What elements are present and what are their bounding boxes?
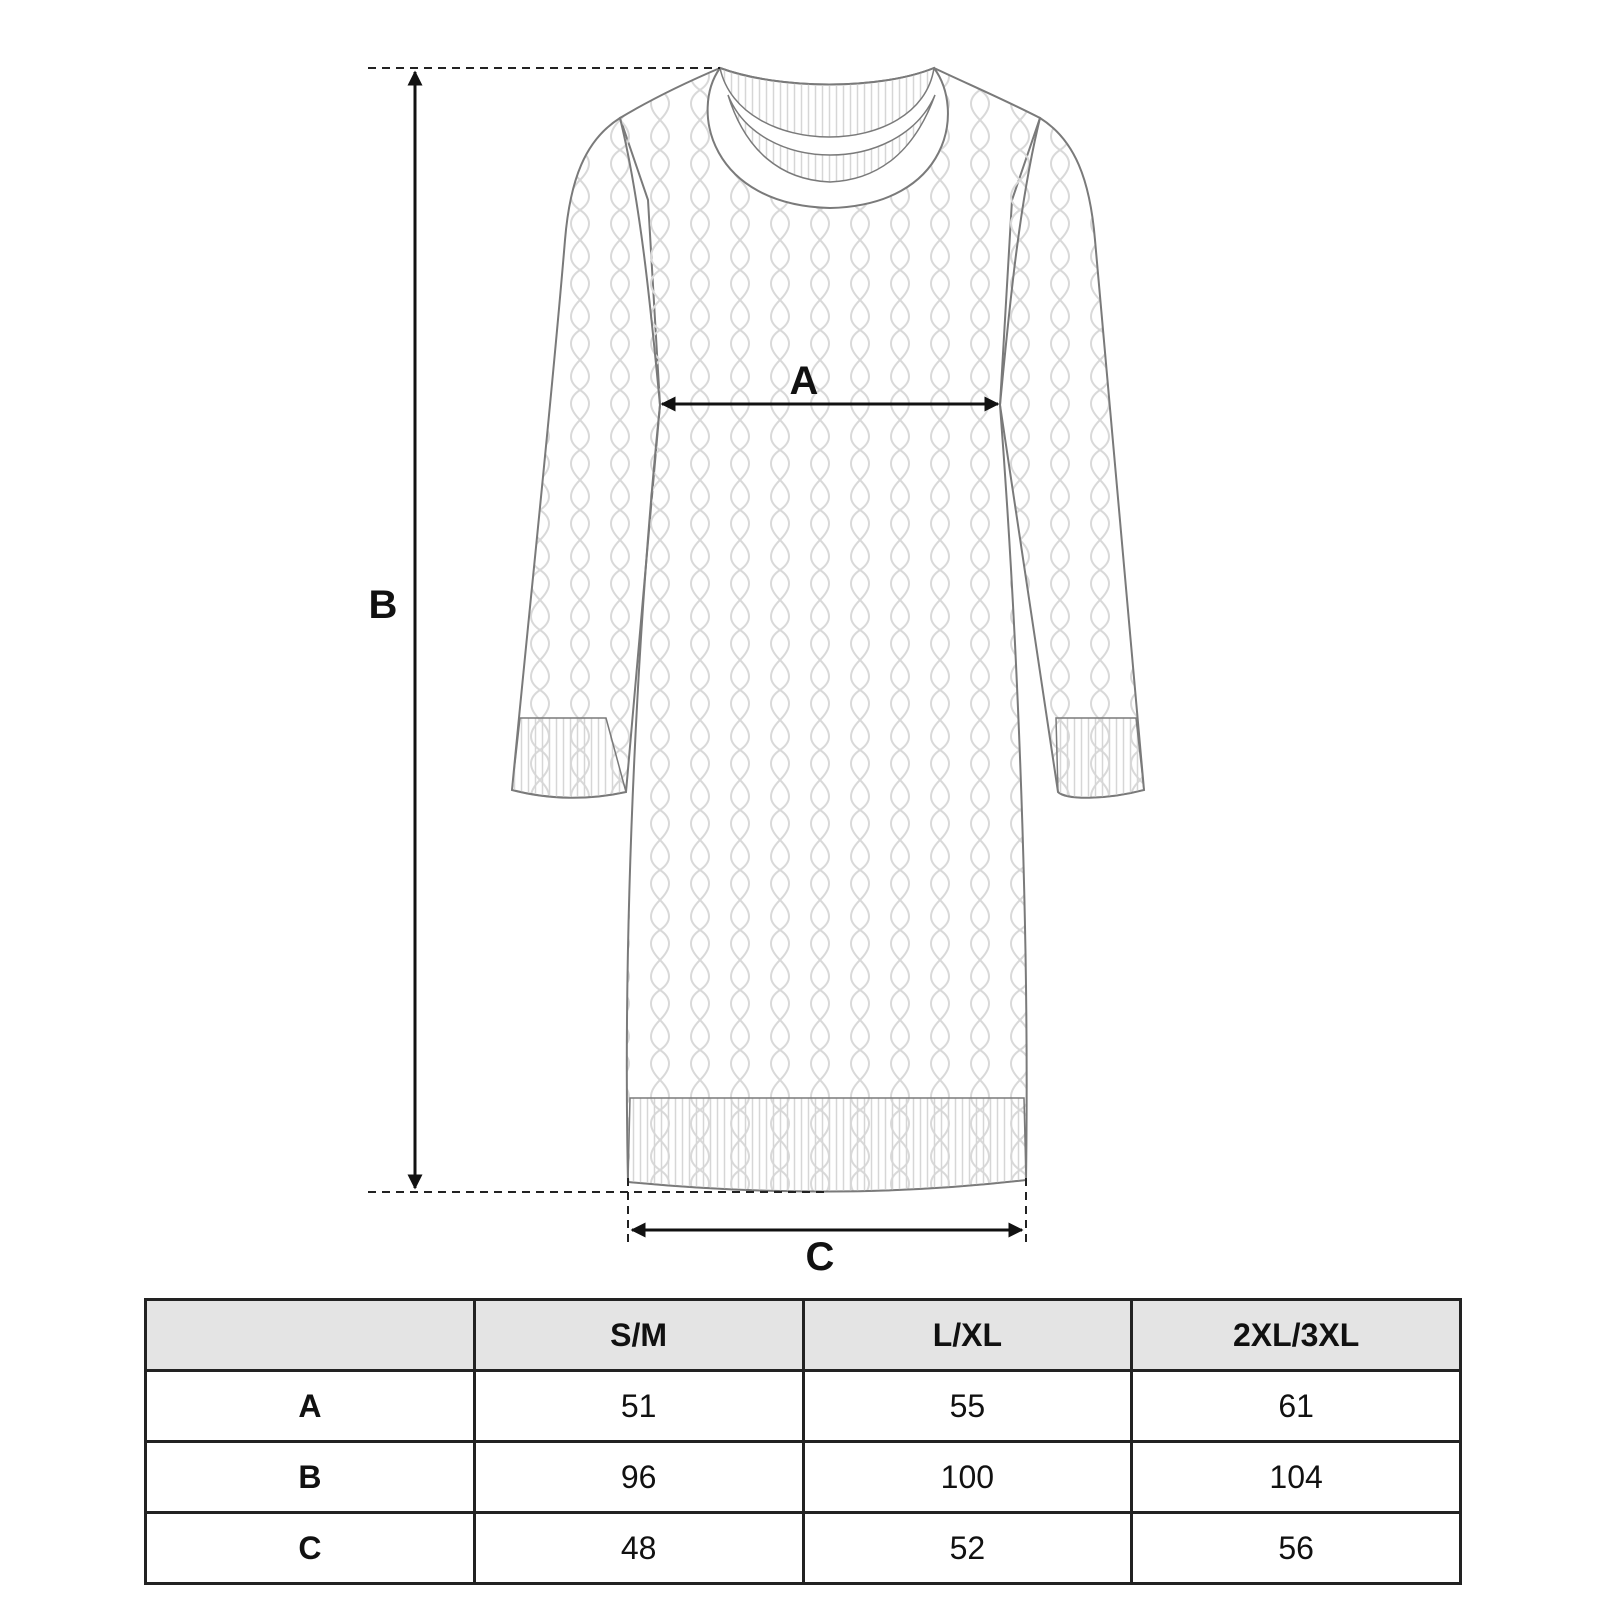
- right-cuff: [1056, 718, 1144, 798]
- size-table: [144, 1298, 1462, 1585]
- table-cell: 61: [1132, 1371, 1461, 1442]
- column-header-l-xl: L/XL: [803, 1300, 1132, 1371]
- hem-rib: [628, 1098, 1026, 1192]
- dim-c-label: C: [805, 1235, 835, 1279]
- column-header-s-m: S/M: [474, 1300, 803, 1371]
- table-cell: 104: [1132, 1442, 1461, 1513]
- row-label-a: A: [146, 1371, 475, 1442]
- table-row: [146, 1513, 1461, 1584]
- table-cell: 100: [803, 1442, 1132, 1513]
- table-cell: 52: [803, 1513, 1132, 1584]
- table-cell: 56: [1132, 1513, 1461, 1584]
- dim-b-label: B: [368, 583, 398, 627]
- table-cell: 51: [474, 1371, 803, 1442]
- dim-a-label: A: [789, 359, 819, 403]
- table-cell: 48: [474, 1513, 803, 1584]
- table-cell: 55: [803, 1371, 1132, 1442]
- table-header-row: [146, 1300, 1461, 1371]
- table-row: [146, 1442, 1461, 1513]
- dress-body: [620, 68, 1040, 1192]
- table-cell: 96: [474, 1442, 803, 1513]
- left-cuff: [512, 718, 626, 798]
- table-corner-cell: [146, 1300, 475, 1371]
- row-label-b: B: [146, 1442, 475, 1513]
- table-row: [146, 1371, 1461, 1442]
- row-label-c: C: [146, 1513, 475, 1584]
- column-header-2xl-3xl: 2XL/3XL: [1132, 1300, 1461, 1371]
